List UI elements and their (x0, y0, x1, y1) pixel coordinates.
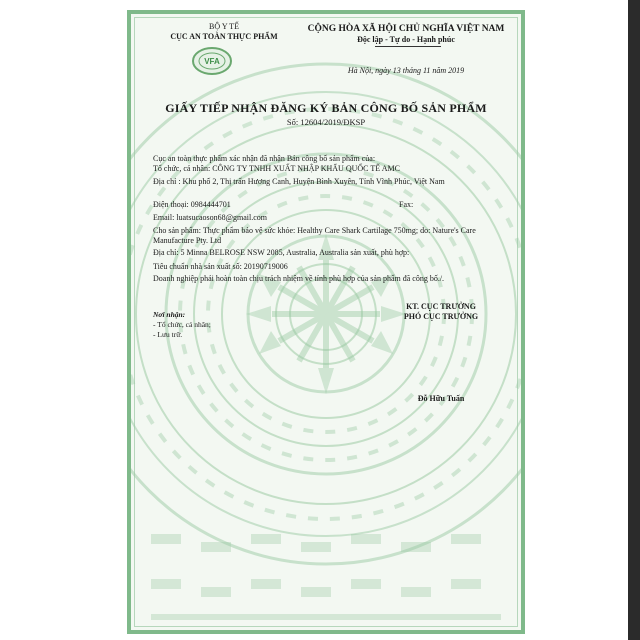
organization-address: Địa chỉ : Khu phố 2, Thị trấn Hương Canh, Huyện Bình Xuyên, Tỉnh Vĩnh Phúc, Việt Nam (153, 177, 445, 186)
intro-text: Cục an toàn thực phẩm xác nhận đã nhận Bản công bố sản phẩm của: (153, 154, 376, 163)
manufacturer-address: Địa chỉ: 5 Minna BELROSE NSW 2085, Australia, Australia sản xuất, phù hợp: (153, 248, 410, 257)
svg-text:VFA: VFA (204, 57, 220, 66)
motto-underline (375, 46, 441, 47)
recipients-heading: Nơi nhận: (153, 310, 186, 319)
vfa-logo (191, 46, 233, 76)
republic-title: CỘNG HÒA XÃ HỘI CHỦ NGHĨA VIỆT NAM (307, 24, 505, 34)
document-title: GIẤY TIẾP NHẬN ĐĂNG KÝ BẢN CÔNG BỐ SẢN PHẨM (165, 101, 487, 115)
standard-number: Tiêu chuẩn nhà sản xuất số: 20190719006 (153, 262, 288, 271)
recipients (153, 310, 211, 340)
organization: Tổ chức, cá nhân: CÔNG TY TNHH XUẤT NHẬP KHẨU QUỐC TẾ AMC (153, 164, 400, 173)
recipient-item: - Lưu trữ. (153, 330, 183, 339)
recipient-item: - Tổ chức, cá nhân; (153, 320, 211, 329)
right-edge-bar (628, 0, 640, 640)
product: Cho sản phẩm: Thực phẩm bảo vệ sức khỏe: Healthy Care Shark Cartilage 750mg; do: Nature's Care Manufacture Pty. Ltd (153, 226, 476, 245)
signer-name: Đỗ Hữu Tuấn (417, 394, 465, 403)
phone: Điện thoại: 0984444701 (153, 200, 231, 209)
issue-date: Hà Nội, ngày 13 tháng 11 năm 2019 (347, 66, 465, 75)
document-number: Số: 12604/2019/ĐKSP (286, 117, 366, 127)
department-name: CỤC AN TOÀN THỰC PHẨM (170, 32, 278, 41)
national-motto: Độc lập - Tự do - Hạnh phúc (357, 35, 455, 44)
ministry-header (139, 22, 309, 42)
ministry-name: BỘ Y TẾ (209, 22, 239, 31)
fax: Fax: (399, 200, 414, 209)
signature-title: KT. CỤC TRƯỞNG (406, 302, 476, 311)
responsibility-statement: Doanh nghiệp phải hoàn toàn chịu trách nhiệm về tính phù hợp của sản phẩm đã công bố./. (153, 274, 445, 283)
signature-position: PHÓ CỤC TRƯỞNG (403, 312, 479, 321)
certificate (127, 10, 525, 634)
email: Email: luatsucaoson68@gmail.com (153, 213, 268, 222)
signature-block (341, 302, 525, 322)
